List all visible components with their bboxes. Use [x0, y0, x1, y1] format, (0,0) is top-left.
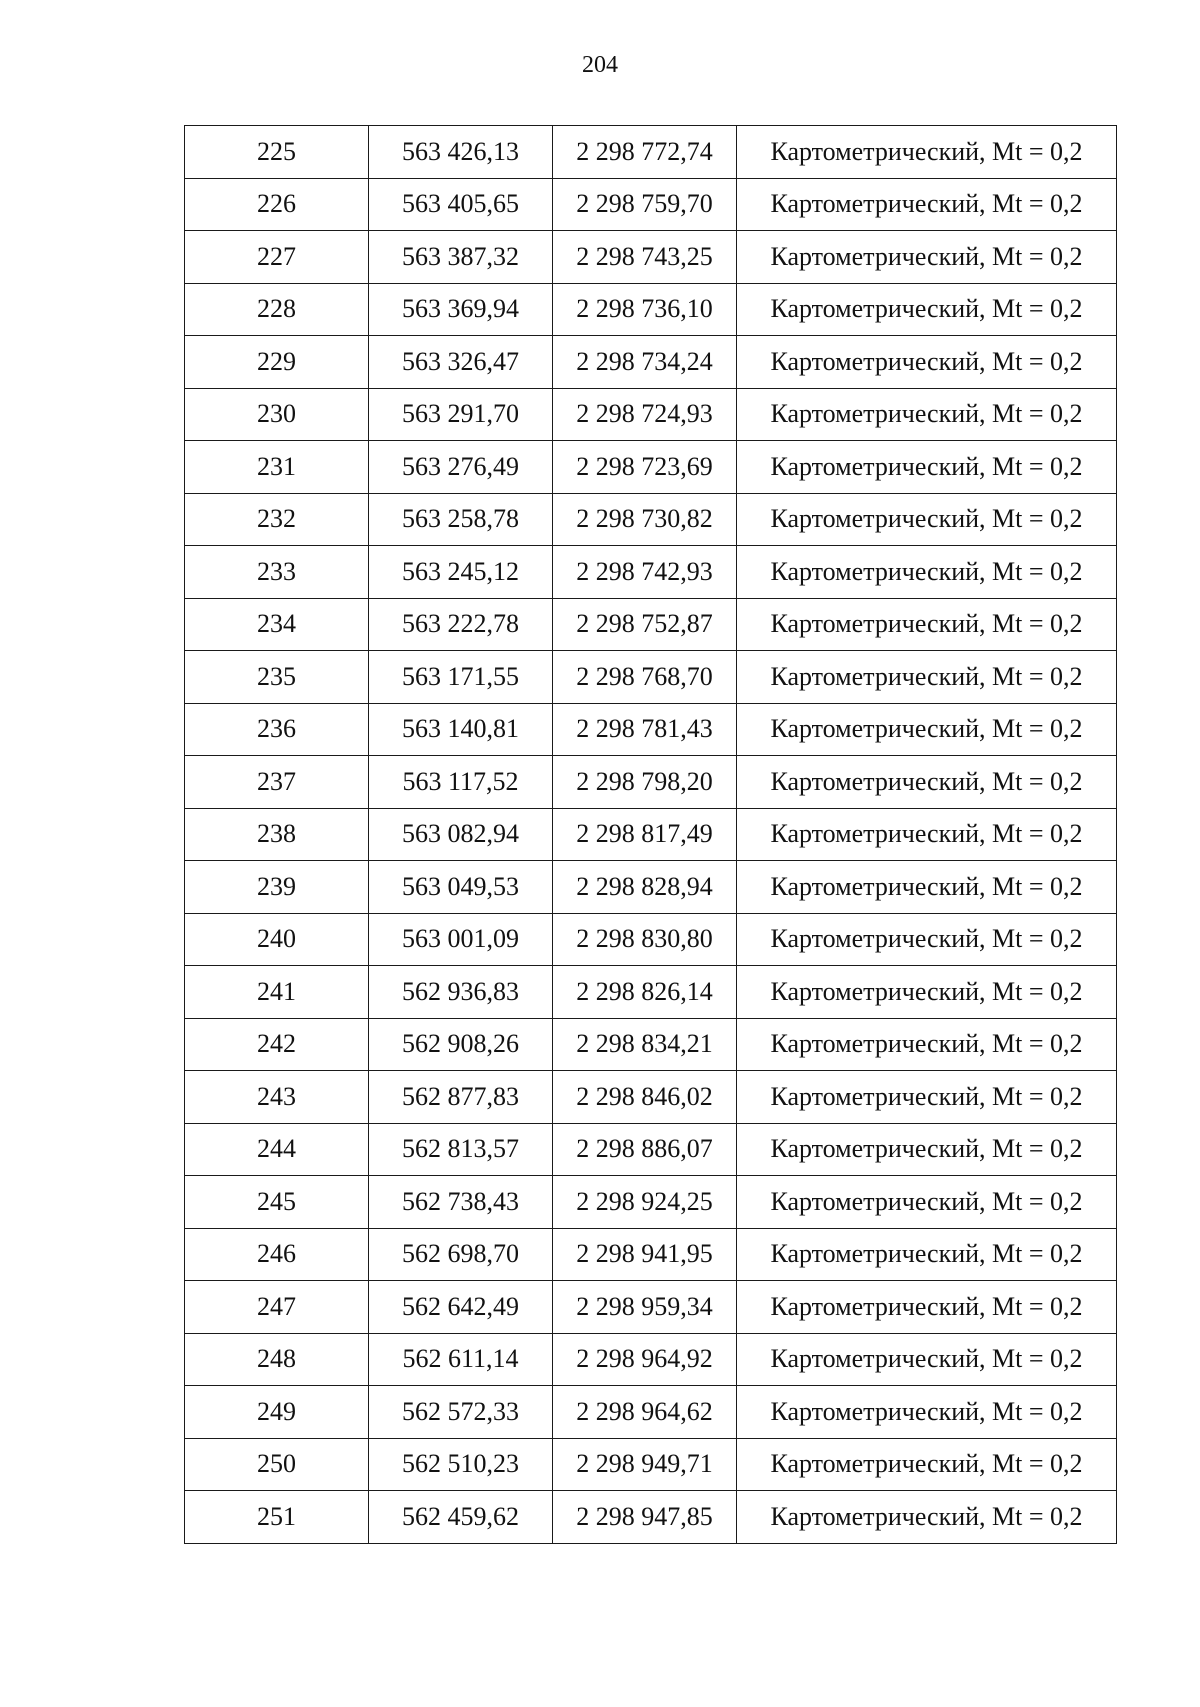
method-cell: Картометрический, Mt = 0,2	[737, 861, 1117, 914]
y-coordinate-cell: 2 298 826,14	[553, 966, 737, 1019]
method-cell: Картометрический, Mt = 0,2	[737, 126, 1117, 179]
y-coordinate-cell: 2 298 959,34	[553, 1281, 737, 1334]
method-cell: Картометрический, Mt = 0,2	[737, 1491, 1117, 1544]
table-row	[185, 283, 1117, 336]
method-cell: Картометрический, Mt = 0,2	[737, 1071, 1117, 1124]
table-row	[185, 703, 1117, 756]
point-number-cell: 246	[185, 1228, 369, 1281]
y-coordinate-cell: 2 298 828,94	[553, 861, 737, 914]
point-number-cell: 228	[185, 283, 369, 336]
y-coordinate-cell: 2 298 941,95	[553, 1228, 737, 1281]
x-coordinate-cell: 563 276,49	[369, 441, 553, 494]
table-row	[185, 756, 1117, 809]
x-coordinate-cell: 563 117,52	[369, 756, 553, 809]
method-cell: Картометрический, Mt = 0,2	[737, 388, 1117, 441]
point-number-cell: 240	[185, 913, 369, 966]
point-number-cell: 238	[185, 808, 369, 861]
point-number-cell: 235	[185, 651, 369, 704]
x-coordinate-cell: 563 258,78	[369, 493, 553, 546]
method-cell: Картометрический, Mt = 0,2	[737, 546, 1117, 599]
x-coordinate-cell: 562 459,62	[369, 1491, 553, 1544]
y-coordinate-cell: 2 298 830,80	[553, 913, 737, 966]
method-cell: Картометрический, Mt = 0,2	[737, 598, 1117, 651]
x-coordinate-cell: 563 049,53	[369, 861, 553, 914]
x-coordinate-cell: 562 813,57	[369, 1123, 553, 1176]
y-coordinate-cell: 2 298 752,87	[553, 598, 737, 651]
page-number: 204	[582, 52, 618, 78]
point-number-cell: 225	[185, 126, 369, 179]
x-coordinate-cell: 563 082,94	[369, 808, 553, 861]
x-coordinate-cell: 563 405,65	[369, 178, 553, 231]
coordinates-table	[184, 125, 1117, 1544]
y-coordinate-cell: 2 298 846,02	[553, 1071, 737, 1124]
point-number-cell: 231	[185, 441, 369, 494]
method-cell: Картометрический, Mt = 0,2	[737, 1176, 1117, 1229]
method-cell: Картометрический, Mt = 0,2	[737, 966, 1117, 1019]
point-number-cell: 241	[185, 966, 369, 1019]
method-cell: Картометрический, Mt = 0,2	[737, 231, 1117, 284]
x-coordinate-cell: 562 611,14	[369, 1333, 553, 1386]
table-row	[185, 178, 1117, 231]
point-number-cell: 249	[185, 1386, 369, 1439]
point-number-cell: 237	[185, 756, 369, 809]
x-coordinate-cell: 563 171,55	[369, 651, 553, 704]
table-row	[185, 1281, 1117, 1334]
coordinates-table-body	[185, 126, 1117, 1544]
point-number-cell: 250	[185, 1438, 369, 1491]
x-coordinate-cell: 563 326,47	[369, 336, 553, 389]
x-coordinate-cell: 562 642,49	[369, 1281, 553, 1334]
x-coordinate-cell: 562 572,33	[369, 1386, 553, 1439]
point-number-cell: 243	[185, 1071, 369, 1124]
table-row	[185, 1386, 1117, 1439]
method-cell: Картометрический, Mt = 0,2	[737, 1228, 1117, 1281]
point-number-cell: 244	[185, 1123, 369, 1176]
point-number-cell: 251	[185, 1491, 369, 1544]
point-number-cell: 247	[185, 1281, 369, 1334]
table-row	[185, 1333, 1117, 1386]
method-cell: Картометрический, Mt = 0,2	[737, 1386, 1117, 1439]
point-number-cell: 245	[185, 1176, 369, 1229]
y-coordinate-cell: 2 298 964,92	[553, 1333, 737, 1386]
method-cell: Картометрический, Mt = 0,2	[737, 1018, 1117, 1071]
method-cell: Картометрический, Mt = 0,2	[737, 1438, 1117, 1491]
x-coordinate-cell: 562 936,83	[369, 966, 553, 1019]
table-row	[185, 1438, 1117, 1491]
y-coordinate-cell: 2 298 924,25	[553, 1176, 737, 1229]
table-row	[185, 651, 1117, 704]
y-coordinate-cell: 2 298 768,70	[553, 651, 737, 704]
point-number-cell: 229	[185, 336, 369, 389]
method-cell: Картометрический, Mt = 0,2	[737, 703, 1117, 756]
y-coordinate-cell: 2 298 730,82	[553, 493, 737, 546]
table-row	[185, 1228, 1117, 1281]
table-row	[185, 546, 1117, 599]
table-row	[185, 861, 1117, 914]
table-row	[185, 1491, 1117, 1544]
method-cell: Картометрический, Mt = 0,2	[737, 756, 1117, 809]
y-coordinate-cell: 2 298 772,74	[553, 126, 737, 179]
y-coordinate-cell: 2 298 742,93	[553, 546, 737, 599]
point-number-cell: 242	[185, 1018, 369, 1071]
x-coordinate-cell: 562 698,70	[369, 1228, 553, 1281]
y-coordinate-cell: 2 298 723,69	[553, 441, 737, 494]
y-coordinate-cell: 2 298 947,85	[553, 1491, 737, 1544]
y-coordinate-cell: 2 298 781,43	[553, 703, 737, 756]
table-row	[185, 231, 1117, 284]
y-coordinate-cell: 2 298 949,71	[553, 1438, 737, 1491]
y-coordinate-cell: 2 298 834,21	[553, 1018, 737, 1071]
method-cell: Картометрический, Mt = 0,2	[737, 1281, 1117, 1334]
x-coordinate-cell: 563 369,94	[369, 283, 553, 336]
y-coordinate-cell: 2 298 886,07	[553, 1123, 737, 1176]
table-row	[185, 388, 1117, 441]
x-coordinate-cell: 562 738,43	[369, 1176, 553, 1229]
method-cell: Картометрический, Mt = 0,2	[737, 493, 1117, 546]
y-coordinate-cell: 2 298 743,25	[553, 231, 737, 284]
x-coordinate-cell: 562 510,23	[369, 1438, 553, 1491]
table-row	[185, 808, 1117, 861]
method-cell: Картометрический, Mt = 0,2	[737, 336, 1117, 389]
x-coordinate-cell: 562 908,26	[369, 1018, 553, 1071]
method-cell: Картометрический, Mt = 0,2	[737, 441, 1117, 494]
point-number-cell: 232	[185, 493, 369, 546]
y-coordinate-cell: 2 298 759,70	[553, 178, 737, 231]
point-number-cell: 239	[185, 861, 369, 914]
y-coordinate-cell: 2 298 817,49	[553, 808, 737, 861]
method-cell: Картометрический, Mt = 0,2	[737, 178, 1117, 231]
x-coordinate-cell: 563 001,09	[369, 913, 553, 966]
y-coordinate-cell: 2 298 724,93	[553, 388, 737, 441]
table-row	[185, 1018, 1117, 1071]
method-cell: Картометрический, Mt = 0,2	[737, 1123, 1117, 1176]
method-cell: Картометрический, Mt = 0,2	[737, 1333, 1117, 1386]
point-number-cell: 233	[185, 546, 369, 599]
table-row	[185, 336, 1117, 389]
table-row	[185, 1176, 1117, 1229]
x-coordinate-cell: 563 245,12	[369, 546, 553, 599]
x-coordinate-cell: 563 222,78	[369, 598, 553, 651]
table-row	[185, 493, 1117, 546]
table-row	[185, 441, 1117, 494]
method-cell: Картометрический, Mt = 0,2	[737, 283, 1117, 336]
x-coordinate-cell: 562 877,83	[369, 1071, 553, 1124]
table-row	[185, 598, 1117, 651]
point-number-cell: 230	[185, 388, 369, 441]
method-cell: Картометрический, Mt = 0,2	[737, 651, 1117, 704]
x-coordinate-cell: 563 291,70	[369, 388, 553, 441]
table-row	[185, 913, 1117, 966]
table-row	[185, 1071, 1117, 1124]
x-coordinate-cell: 563 140,81	[369, 703, 553, 756]
point-number-cell: 236	[185, 703, 369, 756]
y-coordinate-cell: 2 298 964,62	[553, 1386, 737, 1439]
x-coordinate-cell: 563 426,13	[369, 126, 553, 179]
table-row	[185, 1123, 1117, 1176]
point-number-cell: 248	[185, 1333, 369, 1386]
point-number-cell: 234	[185, 598, 369, 651]
y-coordinate-cell: 2 298 734,24	[553, 336, 737, 389]
table-row	[185, 126, 1117, 179]
point-number-cell: 226	[185, 178, 369, 231]
point-number-cell: 227	[185, 231, 369, 284]
method-cell: Картометрический, Mt = 0,2	[737, 913, 1117, 966]
y-coordinate-cell: 2 298 798,20	[553, 756, 737, 809]
table-row	[185, 966, 1117, 1019]
method-cell: Картометрический, Mt = 0,2	[737, 808, 1117, 861]
x-coordinate-cell: 563 387,32	[369, 231, 553, 284]
y-coordinate-cell: 2 298 736,10	[553, 283, 737, 336]
